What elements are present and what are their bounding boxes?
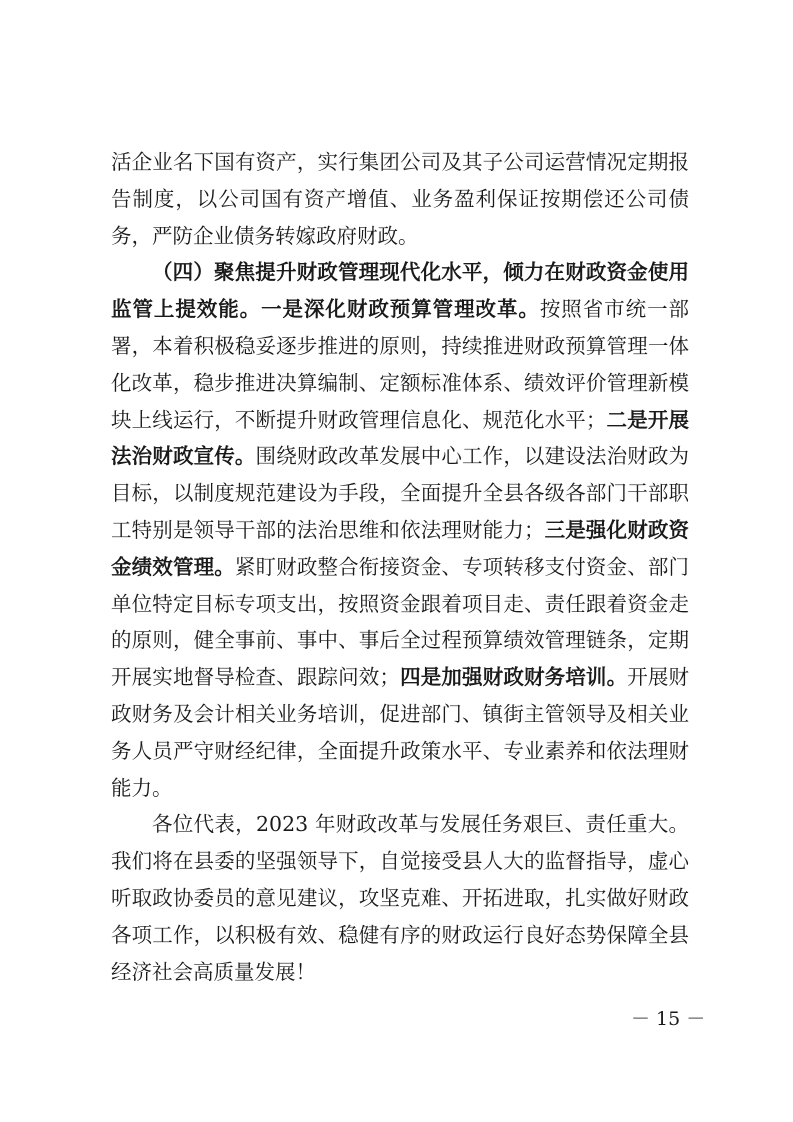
item-text-rule-of-law: 围绕财政改革发展中心工作，以建设法治财政为目标，以制度规范建设为手段，全面提升全县各级各部门干部职工特别是领导干部的法治思维和依法理财能力； xyxy=(111,444,690,542)
page-number: － 15 － xyxy=(631,1008,706,1030)
item-text-performance-management: 紧盯财政整合衔接资金、专项转移支付资金、部门单位特定目标专项支出，按照资金跟着项目走、责任跟着资金走的原则，健全事前、事中、事后全过程预算绩效管理链条，定期开展实地督导检查、跟踪问效； xyxy=(111,554,690,690)
paragraph-text: 各位代表，2023 年财政改革与发展任务艰巨、责任重大。我们将在县委的坚强领导下，自觉接受县人大的监督指导，虚心听取政协委员的意见建议，攻坚克难、开拓进取，扎实做好财政各项工作，以积极有效、稳健有序的财政运行良好态势保障全县经济社会高质量发展！ xyxy=(111,812,689,984)
paragraph-text: 活企业名下国有资产，实行集团公司及其子公司运营情况定期报告制度，以公司国有资产增值、业务盈利保证按期偿还公司债务，严防企业债务转嫁政府财政。 xyxy=(111,150,689,248)
item-text-training: 开展财政财务及会计相关业务培训，促进部门、镇街主管领导及相关业务人员严守财经纪律，全面提升政策水平、专业素养和依法理财能力。 xyxy=(111,665,690,800)
paragraph-asset-management xyxy=(111,144,689,254)
item-text-budget-reform: 按照省市统一部署，本着积极稳妥逐步推进的原则，持续推进财政预算管理一体化改革，稳步推进决算编制、定额标准体系、绩效评价管理新模块上线运行，不断提升财政管理信息化、规范化水平； xyxy=(111,297,690,432)
section-heading: （四）聚焦提升财政管理现代化水平，倾力在财政资金使用监管上提效能。 xyxy=(111,260,689,322)
item-title-budget-reform: 一是深化财政预算管理改革。 xyxy=(261,297,540,322)
item-title-rule-of-law: 二是开展法治财政宣传。 xyxy=(111,407,689,469)
document-body xyxy=(111,144,689,990)
paragraph-closing xyxy=(111,806,689,990)
paragraph-fiscal-management xyxy=(111,254,689,806)
item-title-training: 四是加强财政财务培训。 xyxy=(399,665,628,690)
item-title-performance-management: 三是强化财政资金绩效管理。 xyxy=(111,517,690,579)
